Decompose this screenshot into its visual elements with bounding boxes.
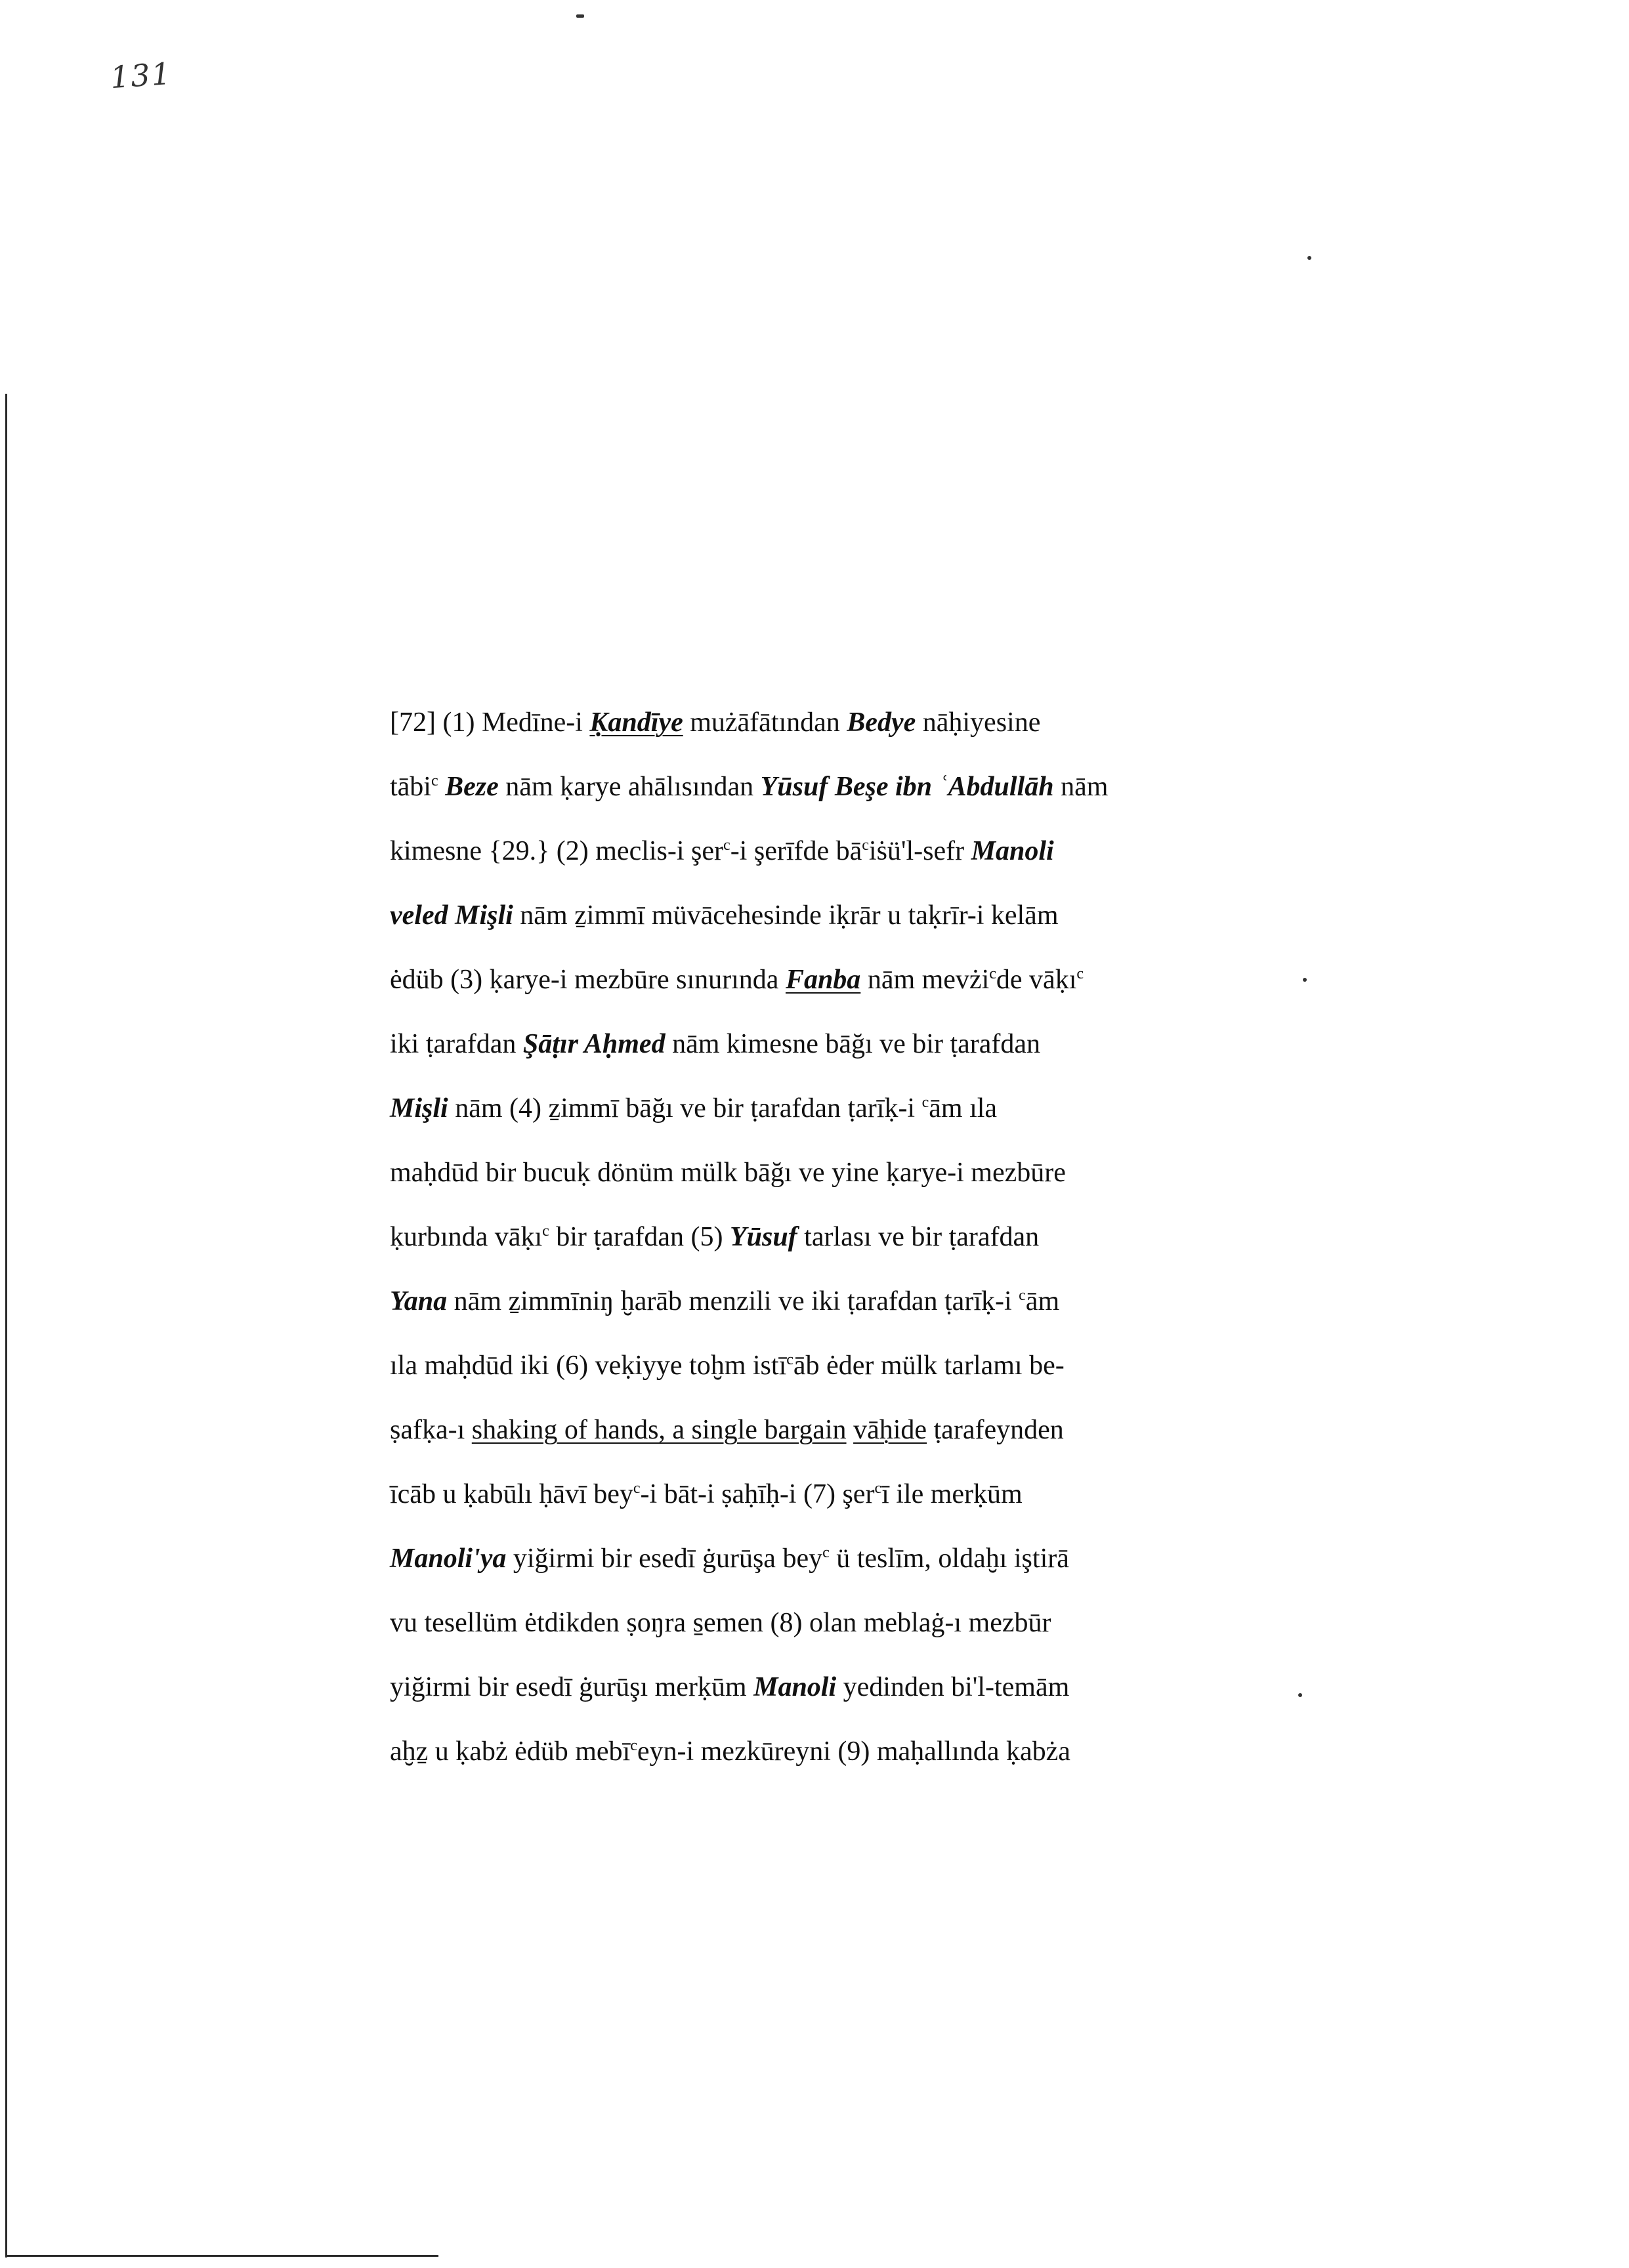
text-line	[390, 1526, 1466, 1591]
text-segment: ḳurbında vāḳı	[390, 1222, 543, 1252]
text-segment: tābi	[390, 772, 431, 802]
text-segment: c	[786, 1351, 793, 1368]
text-segment: yedinden bi'l-temām	[836, 1672, 1070, 1702]
text-segment: nām kimesne bāğı ve bir ṭarafdan	[665, 1029, 1041, 1059]
document-body	[390, 690, 1466, 1784]
text-segment: Manoli	[753, 1672, 837, 1702]
text-segment: vu tesellüm ėtdikden ṣoŋra s̱emen (8) olan meblaġ-ı mezbūr	[390, 1608, 1051, 1638]
text-line	[390, 1462, 1466, 1526]
text-line	[390, 1205, 1466, 1269]
text-segment: c	[542, 1223, 549, 1240]
text-segment: mużāfātından	[683, 707, 847, 738]
text-segment: nām ẕimmīniŋ ḫarāb menzili ve iki ṭarafdan ṭarīḳ-i	[447, 1286, 1019, 1316]
text-segment: Şāṭır Aḥmed	[522, 1029, 666, 1059]
text-segment: kimesne {29.} (2) meclis-i şer	[390, 836, 724, 866]
text-segment: c	[723, 837, 730, 854]
text-segment: ėdüb (3) ḳarye-i mezbūre sınurında	[390, 965, 786, 995]
text-segment: c	[989, 965, 996, 982]
text-segment: ām	[1025, 1286, 1060, 1316]
text-segment: c	[921, 1094, 929, 1111]
scan-left-edge	[5, 394, 7, 2258]
text-segment: nām ẕimmī müvācehesinde iḳrār u taḳrīr-i kelām	[513, 900, 1059, 931]
text-segment: Fanba	[785, 965, 861, 995]
text-segment: c	[874, 1480, 882, 1497]
text-segment: aḫẕ u ḳabż ėdüb mebī	[390, 1736, 631, 1767]
text-segment: Mişli	[390, 1093, 448, 1124]
text-line	[390, 755, 1466, 819]
text-segment: ṭarafeynden	[927, 1415, 1064, 1445]
text-segment: nāḥiyesine	[916, 707, 1041, 738]
text-segment: c	[862, 837, 869, 854]
text-segment	[438, 772, 446, 802]
text-line	[390, 948, 1466, 1012]
text-segment: nām mevżi	[860, 965, 990, 995]
text-segment: iki ṭarafdan	[390, 1029, 523, 1059]
text-segment: de vāḳı	[996, 965, 1077, 995]
text-segment: ıla maḥdūd iki (6) veḳiyye toḫm istī	[390, 1351, 787, 1381]
text-segment: iṡü'l-sefr	[868, 836, 971, 866]
text-segment: eyn-i mezkūreyni (9) maḥallında ḳabża	[637, 1736, 1070, 1767]
text-segment: -i şerīfde bā	[730, 836, 862, 866]
text-line	[390, 1269, 1466, 1334]
scan-speck	[576, 14, 584, 18]
text-segment: ī ile merḳūm	[881, 1479, 1023, 1509]
text-segment: Ḳandīye	[589, 707, 683, 738]
text-segment: Manoli	[971, 836, 1054, 866]
text-segment	[847, 1415, 854, 1445]
page-number: 131	[109, 55, 173, 96]
text-line	[390, 1398, 1466, 1462]
text-line	[390, 1334, 1466, 1398]
text-segment: Yūsuf	[729, 1222, 797, 1252]
text-line	[390, 1591, 1466, 1655]
text-segment: Yana	[390, 1286, 448, 1316]
text-line	[390, 1076, 1466, 1141]
scan-bottom-edge	[5, 2255, 438, 2257]
text-segment: c	[633, 1480, 641, 1497]
text-line	[390, 1012, 1466, 1076]
text-segment: ü teslīm, oldaḫı iştirā	[829, 1544, 1069, 1574]
text-line	[390, 690, 1466, 755]
text-segment: [72] (1) Medīne-i	[390, 707, 590, 738]
text-segment: Beze	[445, 772, 499, 802]
text-segment: maḥdūd bir bucuḳ dönüm mülk bāğı ve yine ḳarye-i mezbūre	[390, 1158, 1066, 1188]
text-segment: Manoli'ya	[390, 1544, 507, 1574]
text-segment: -i bāt-i ṣaḥīḥ-i (7) şer	[640, 1479, 875, 1509]
text-segment: c	[630, 1737, 637, 1754]
text-segment: Yūsuf Beşe ibn ʿAbdullāh	[760, 772, 1054, 802]
text-segment: c	[1019, 1287, 1026, 1304]
text-line	[390, 1719, 1466, 1784]
text-segment: c	[1076, 965, 1084, 982]
text-segment: Bedye	[847, 707, 916, 738]
text-line	[390, 819, 1466, 883]
text-segment: c	[822, 1544, 830, 1561]
text-segment: nām ḳarye ahālısından	[498, 772, 761, 802]
text-segment: vāḥide	[853, 1415, 927, 1445]
text-segment: nām (4) ẕimmī bāğı ve bir ṭarafdan ṭarīḳ-i	[448, 1093, 922, 1124]
text-segment: ṣafḳa-ı	[390, 1415, 472, 1445]
text-segment: nām	[1053, 772, 1109, 802]
text-line	[390, 1141, 1466, 1205]
text-line	[390, 883, 1466, 948]
text-segment: c	[431, 772, 438, 789]
text-segment: ām ıla	[929, 1093, 998, 1124]
scan-speck	[1307, 256, 1311, 260]
text-segment: īcāb u ḳabūlı ḥāvī bey	[390, 1479, 633, 1509]
text-segment: āb ėder mülk tarlamı be-	[793, 1351, 1065, 1381]
text-segment: shaking of hands, a single bargain	[471, 1415, 847, 1445]
text-segment: yiğirmi bir esedī ġurūşı merḳūm	[390, 1672, 754, 1702]
text-segment: bir ṭarafdan (5)	[549, 1222, 730, 1252]
text-segment: veled Mişli	[390, 900, 513, 931]
text-segment: yiğirmi bir esedī ġurūşa bey	[506, 1544, 823, 1574]
text-line	[390, 1655, 1466, 1719]
text-segment: tarlası ve bir ṭarafdan	[797, 1222, 1040, 1252]
